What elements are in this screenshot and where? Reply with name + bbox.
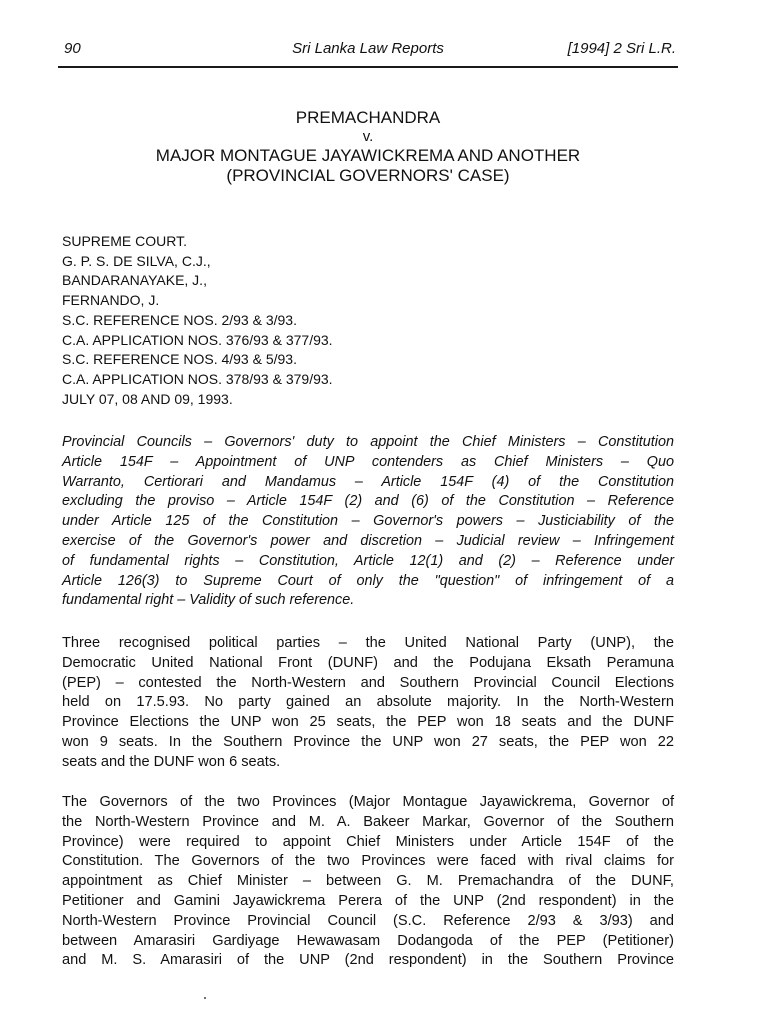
header-rule <box>58 66 678 68</box>
running-header <box>58 38 678 60</box>
headnote <box>62 433 674 611</box>
paragraph-line: Province Elections the UNP won 25 seats, the PEP won 18 seats and the DUNF <box>62 714 674 731</box>
paragraph-line: and M. S. Amarasiri of the UNP (2nd respondent) in the Southern Province <box>62 952 674 969</box>
metadata-line: BANDARANAYAKE, J., <box>62 272 207 289</box>
page-number: 90 <box>64 40 81 57</box>
headnote-line: under Article 125 of the Constitution – Governor's powers – Justiciability of the <box>62 513 674 530</box>
headnote-line: of fundamental rights – Constitution, Article 12(1) and (2) – Reference under <box>62 552 674 569</box>
metadata-line: S.C. REFERENCE NOS. 2/93 & 3/93. <box>62 311 297 328</box>
paragraph-line: the North-Western Province and M. A. Bakeer Markar, Governor of the Southern <box>62 813 674 830</box>
metadata-line: SUPREME COURT. <box>62 233 187 249</box>
running-title: Sri Lanka Law Reports <box>292 40 444 57</box>
paragraph-line: Petitioner and Gamini Jayawickrema Perera of the UNP (2nd respondent) in the <box>62 892 674 909</box>
paragraph-line: seats and the DUNF won 6 seats. <box>62 753 281 770</box>
metadata-line: C.A. APPLICATION NOS. 378/93 & 379/93. <box>62 370 333 387</box>
headnote-line: Provincial Councils – Governors' duty to appoint the Chief Ministers – Constitution <box>62 434 674 450</box>
case-title <box>58 108 678 186</box>
headnote-line: exercise of the Governor's power and discretion – Judicial review – Infringement <box>62 532 674 549</box>
respondent-name: MAJOR MONTAGUE JAYAWICKREMA AND ANOTHER <box>155 146 581 165</box>
paragraph-line: appointment as Chief Minister – between G. M. Premachandra of the DUNF, <box>62 873 674 890</box>
metadata-line: FERNANDO, J. <box>62 292 160 309</box>
petitioner-name: PREMACHANDRA <box>295 108 441 127</box>
headnote-line: excluding the proviso – Article 154F (2) and (6) of the Constitution – Reference <box>62 493 674 510</box>
paragraph-line: Three recognised political parties – the United National Party (UNP), the <box>62 635 674 651</box>
paragraph-line: between Amarasiri Gardiyage Hewawasam Dodangoda of the PEP (Petitioner) <box>62 932 674 949</box>
headnote-line: fundamental right – Validity of such reference. <box>62 592 355 609</box>
case-metadata <box>62 232 333 409</box>
report-citation: [1994] 2 Sri L.R. <box>567 40 676 57</box>
headnote-line: Warranto, Certiorari and Mandamus – Article 154F (4) of the Constitution <box>62 473 674 490</box>
paragraph-line: Democratic United National Front (DUNF) and the Podujana Eksath Peramuna <box>62 654 674 671</box>
paragraph-line: The Governors of the two Provinces (Major Montague Jayawickrema, Governor of <box>62 794 674 810</box>
paragraph-line: won 9 seats. In the Southern Province the UNP won 27 seats, the PEP won 22 <box>62 733 674 750</box>
paragraph-line: North-Western Province Provincial Council (S.C. Reference 2/93 & 3/93) and <box>62 912 674 929</box>
versus: v. <box>362 128 374 145</box>
metadata-line: C.A. APPLICATION NOS. 376/93 & 377/93. <box>62 331 333 348</box>
paragraph-line: (PEP) – contested the North-Western and Southern Provincial Council Elections <box>62 674 674 691</box>
headnote-line: Article 154F – Appointment of UNP contenders as Chief Ministers – Quo <box>62 453 674 470</box>
metadata-line: S.C. REFERENCE NOS. 4/93 & 5/93. <box>62 351 297 368</box>
metadata-line: JULY 07, 08 AND 09, 1993. <box>62 390 233 407</box>
scan-speck <box>204 997 206 999</box>
paragraph-governors <box>62 793 674 971</box>
case-name: (PROVINCIAL GOVERNORS' CASE) <box>226 166 510 185</box>
headnote-line: Article 126(3) to Supreme Court of only the "question" of infringement of a <box>62 572 674 589</box>
paragraph-line: held on 17.5.93. No party gained an absolute majority. In the North-Western <box>62 694 674 711</box>
metadata-line: G. P. S. DE SILVA, C.J., <box>62 252 211 269</box>
paragraph-line: Province) were required to appoint Chief Ministers under Article 154F of the <box>62 833 674 850</box>
paragraph-facts <box>62 634 674 773</box>
paragraph-line: Constitution. The Governors of the two Provinces were faced with rival claims for <box>62 853 674 870</box>
